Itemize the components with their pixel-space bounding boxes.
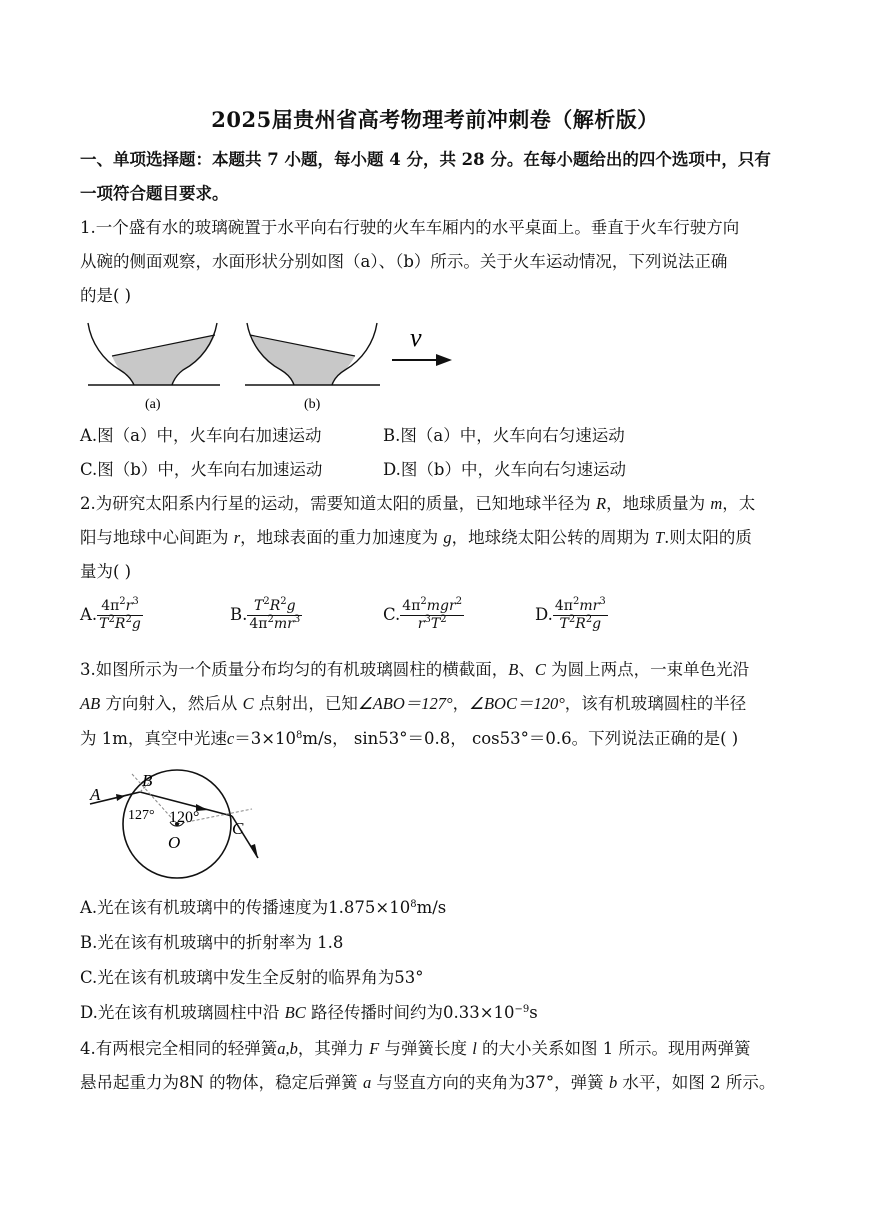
q4-var-l: l xyxy=(472,1039,477,1058)
q4-var-ab: a,b xyxy=(277,1039,298,1058)
q3-opt-d-exp: −9 xyxy=(514,1004,530,1015)
q3-text-line2 xyxy=(80,692,795,716)
q3-var-C2: C xyxy=(242,694,254,713)
q2-opt-d-formula: $\frac{4\pi^2mr^3}{T^2R^2g}$ xyxy=(554,596,606,632)
q2-var-g: g xyxy=(443,528,452,547)
q3-var-C: C xyxy=(534,660,546,679)
q1-option-c[interactable]: C.图（b）中，火车向右加速运动 xyxy=(80,460,323,479)
q4-var-b: b xyxy=(608,1073,618,1092)
label-B: B xyxy=(142,771,153,790)
q3-opt-a-exp: 8 xyxy=(410,899,417,910)
q2-opt-c-formula: $\frac{4\pi^2mgr^2}{r^3T^2}$ xyxy=(402,596,463,632)
q2-opt-d-label: D. xyxy=(535,605,553,624)
q3-l3-end: 。下列说法正确的是( ) xyxy=(571,729,739,748)
q1-text-line3: 的是( ) xyxy=(80,286,132,305)
q4-text-line2 xyxy=(80,1071,795,1095)
velocity-arrow xyxy=(392,323,452,366)
q1-option-a[interactable]: A.图（a）中，火车向右加速运动 xyxy=(80,426,322,445)
label-120: 120° xyxy=(169,809,200,826)
q3-l1-sep: 、 xyxy=(518,660,535,679)
q3-sin53: ， sin53°＝0.8 xyxy=(332,729,451,748)
q3-l1-a: 3.如图所示为一个质量分布均匀的有机玻璃圆柱的横截面， xyxy=(80,660,509,679)
q2-var-T: T xyxy=(654,528,665,547)
q3-option-b[interactable]: B.光在该有机玻璃中的折射率为 1.8 xyxy=(80,933,344,952)
label-C: C xyxy=(232,819,244,838)
q3-opt-a-text: A.光在该有机玻璃中的传播速度为1.875×10 xyxy=(80,898,411,917)
q3-cos53: ， cos53°＝0.6 xyxy=(450,729,572,748)
fig-label-a: (a) xyxy=(145,397,161,412)
q3-var-AB: AB xyxy=(80,694,101,713)
q3-l3-unit: m/s xyxy=(302,729,333,748)
q2-opt-a-formula: $\frac{4\pi^2r^3}{T^2R^2g}$ xyxy=(99,596,141,632)
label-127: 127° xyxy=(128,808,155,823)
q1-text-line1: 1.一个盛有水的玻璃碗置于水平向右行驶的火车车厢内的水平桌面上。垂直于火车行驶方向 xyxy=(80,218,740,237)
q1-text-line2: 从碗的侧面观察，水面形状分别如图（a）、（b）所示。关于火车运动情况，下列说法正确 xyxy=(80,252,728,271)
q3-angle-boc: ∠BOC＝120° xyxy=(469,694,565,713)
bowl-a xyxy=(88,323,220,412)
page-title: 2025届贵州省高考物理考前冲刺卷（解析版） xyxy=(211,107,659,132)
label-A: A xyxy=(90,785,101,804)
q3-l2-a: 方向射入，然后从 xyxy=(100,694,243,713)
q3-opt-a-unit: m/s xyxy=(416,898,447,917)
fig-label-b: (b) xyxy=(304,397,321,412)
q4-l2-c: 水平，如图 2 所示。 xyxy=(617,1073,776,1092)
q2-l1-a: 2.为研究太阳系内行星的运动，需要知道太阳的质量，已知地球半径为 xyxy=(80,494,596,513)
q3-l3-b: ＝3×10 xyxy=(234,729,297,748)
section-heading-line2: 一项符合题目要求。 xyxy=(80,184,229,203)
q4-var-F: F xyxy=(369,1039,380,1058)
q4-var-a: a xyxy=(362,1073,372,1092)
q3-l2-d: ，该有机玻璃圆柱的半径 xyxy=(564,694,747,713)
q3-text-line1 xyxy=(80,658,795,682)
q4-l1-c: 与弹簧长度 xyxy=(379,1039,473,1058)
q3-opt-d-text2: 路径传播时间约为0.33×10 xyxy=(305,1003,515,1022)
q3-option-d[interactable] xyxy=(80,1001,795,1025)
q2-option-a[interactable] xyxy=(80,598,143,633)
q3-l2-c: ， xyxy=(452,694,470,713)
q3-opt-d-unit: s xyxy=(529,1003,538,1022)
q1-figure xyxy=(80,318,460,414)
q1-option-d[interactable]: D.图（b）中，火车向右匀速运动 xyxy=(383,460,626,479)
q4-text-line1 xyxy=(80,1037,795,1061)
q3-angle-abo: ∠ABO＝127° xyxy=(357,694,453,713)
q2-var-R: R xyxy=(596,494,607,513)
label-O: O xyxy=(168,833,181,852)
q2-l2-d: .则太阳的质 xyxy=(664,528,752,547)
q2-opt-a-label: A. xyxy=(80,605,98,624)
q2-option-c[interactable] xyxy=(383,598,464,633)
q2-l1-c: ，太 xyxy=(722,494,756,513)
section-heading-line1: 一、单项选择题：本题共 7 小题，每小题 4 分，共 28 分。在每小题给出的四个选项中，只有 xyxy=(80,150,771,169)
q3-var-c: c xyxy=(226,729,235,748)
q3-l3-exp: 8 xyxy=(296,730,303,741)
q3-figure xyxy=(80,764,280,888)
q4-l1-d: 的大小关系如图 1 所示。现用两弹簧 xyxy=(476,1039,751,1058)
q3-opt-d-text: D.光在该有机玻璃圆柱中沿 xyxy=(80,1003,285,1022)
velocity-label: v xyxy=(410,323,422,352)
q1-option-b[interactable]: B.图（a）中，火车向右匀速运动 xyxy=(383,426,625,445)
q2-l1-b: ，地球质量为 xyxy=(606,494,711,513)
q3-l3-a: 为 1m，真空中光速 xyxy=(80,729,227,748)
q2-opt-b-label: B. xyxy=(230,605,248,624)
q2-option-b[interactable] xyxy=(230,598,302,633)
q2-opt-b-formula: $\frac{T^2R^2g}{4\pi^2mr^3}$ xyxy=(249,596,301,632)
q3-l2-b: 点射出，已知 xyxy=(253,694,358,713)
q2-l2-b: ，地球表面的重力加速度为 xyxy=(240,528,444,547)
q4-l1-a: 4.有两根完全相同的轻弹簧 xyxy=(80,1039,278,1058)
q3-opt-d-bc: BC xyxy=(284,1003,306,1022)
q2-l2-a: 阳与地球中心间距为 xyxy=(80,528,234,547)
q2-var-r: r xyxy=(233,528,241,547)
q2-l2-c: ，地球绕太阳公转的周期为 xyxy=(451,528,655,547)
bowl-b xyxy=(245,323,380,412)
q2-opt-c-label: C. xyxy=(383,605,401,624)
q2-text-line3: 量为( ) xyxy=(80,562,132,581)
q4-l1-b: ，其弹力 xyxy=(297,1039,370,1058)
q2-option-d[interactable] xyxy=(535,598,608,633)
q3-option-a[interactable] xyxy=(80,896,795,920)
q2-var-m: m xyxy=(710,494,723,513)
q3-text-line3 xyxy=(80,727,795,751)
q4-l2-a: 悬吊起重力为8N 的物体，稳定后弹簧 xyxy=(80,1073,363,1092)
q3-l1-b: 为圆上两点，一束单色光沿 xyxy=(545,660,750,679)
q4-l2-b: 与竖直方向的夹角为37°，弹簧 xyxy=(371,1073,609,1092)
q2-text-line1 xyxy=(80,492,795,516)
q3-option-c[interactable]: C.光在该有机玻璃中发生全反射的临界角为53° xyxy=(80,968,424,987)
q3-var-B: B xyxy=(508,660,519,679)
q2-text-line2 xyxy=(80,526,795,550)
